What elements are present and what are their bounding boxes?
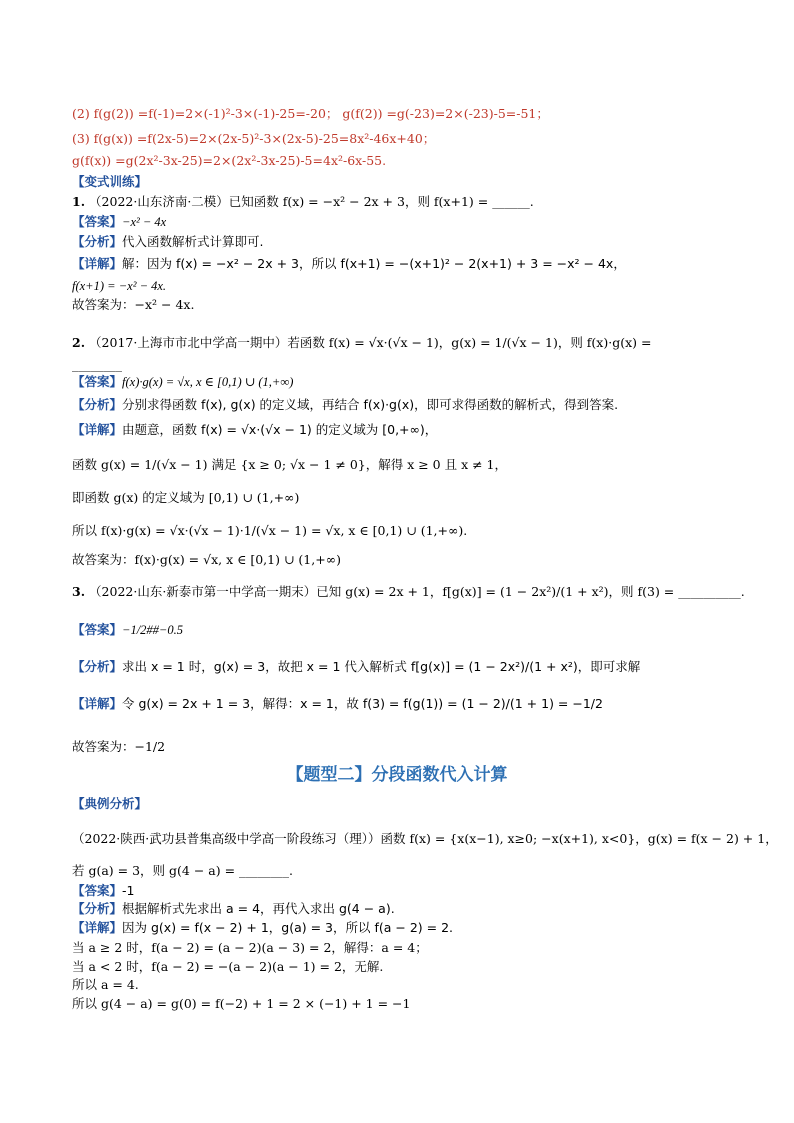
q2-stem-blank: ________	[72, 357, 122, 372]
example-detail-4: 所以 a = 4.	[72, 977, 139, 992]
variant-training-heading: 【变式训练】	[72, 174, 148, 189]
example-detail-5: 所以 g(4 − a) = g(0) = f(−2) + 1 = 2 × (−1) + 1 = −1	[72, 996, 411, 1011]
example-analysis: 【分析】根据解析式先求出 a = 4，再代入求出 g(4 − a).	[72, 901, 395, 916]
q3-answer: 【答案】−1/2##−0.5	[72, 622, 183, 637]
q3-analysis: 【分析】求出 x = 1 时，g(x) = 3，故把 x = 1 代入解析式 f[g(x)] = (1 − 2x²)/(1 + x²)，即可求解	[72, 659, 641, 674]
q2-detail-2: 函数 g(x) = 1/(√x − 1) 满足 {x ≥ 0; √x − 1 ≠ 0}，解得 x ≥ 0 且 x ≠ 1，	[72, 457, 507, 472]
example-detail: 【详解】因为 g(x) = f(x − 2) + 1，g(a) = 3，所以 f(a − 2) = 2.	[72, 920, 454, 935]
example-answer: 【答案】-1	[72, 883, 135, 898]
q1-final: 故答案为：−x² − 4x.	[72, 297, 195, 312]
q2-final: 故答案为：f(x)·g(x) = √x, x ∈ [0,1) ∪ (1,+∞)	[72, 552, 341, 567]
q1-analysis: 【分析】代入函数解析式计算即可.	[72, 234, 264, 249]
q1-stem: 1. （2022·山东济南·二模）已知函数 f(x) = −x² − 2x + 3，则 f(x+1) = ______.	[72, 194, 534, 209]
q3-detail: 【详解】令 g(x) = 2x + 1 = 3，解得：x = 1，故 f(3) = f(g(1)) = (1 − 2)/(1 + 1) = −1/2	[72, 696, 603, 711]
q1-detail-2: f(x+1) = −x² − 4x.	[72, 279, 167, 293]
q2-detail: 【详解】由题意，函数 f(x) = √x·(√x − 1) 的定义域为 [0,+∞)，	[72, 422, 438, 437]
example-detail-2: 当 a ≥ 2 时，f(a − 2) = (a − 2)(a − 3) = 2，解得：a = 4；	[72, 940, 428, 955]
q1-answer: 【答案】−x² − 4x	[72, 214, 167, 229]
q1-detail: 【详解】解：因为 f(x) = −x² − 2x + 3，所以 f(x+1) = −(x+1)² − 2(x+1) + 3 = −x² − 4x，	[72, 256, 626, 271]
q2-stem: 2. （2017·上海市市北中学高一期中）若函数 f(x) = √x·(√x − 1)，g(x) = 1/(√x − 1)，则 f(x)·g(x) =	[72, 335, 652, 350]
section-title: 【题型二】分段函数代入计算	[286, 765, 508, 785]
q2-detail-3: 即函数 g(x) 的定义域为 [0,1) ∪ (1,+∞)	[72, 490, 300, 505]
q3-stem: 3. （2022·山东·新泰市第一中学高一期末）已知 g(x) = 2x + 1，f[g(x)] = (1 − 2x²)/(1 + x²)，则 f(3) = __________.	[72, 584, 745, 599]
q2-detail-4: 所以 f(x)·g(x) = √x·(√x − 1)·1/(√x − 1) = √x, x ∈ [0,1) ∪ (1,+∞).	[72, 523, 468, 538]
example-stem-2: 若 g(a) = 3，则 g(4 − a) = ________.	[72, 863, 294, 878]
example-heading: 【典例分析】	[72, 796, 148, 811]
example-stem: （2022·陕西·武功县普集高级中学高一阶段练习（理））函数 f(x) = {x(x−1), x≥0; −x(x+1), x<0}，g(x) = f(x − 2) + 1，	[72, 831, 778, 846]
top-line-2: (2) f(g(2)) =f(-1)=2×(-1)²-3×(-1)-25=-20； g(f(2)) =g(-23)=2×(-23)-5=-51；	[72, 106, 549, 121]
example-detail-3: 当 a < 2 时，f(a − 2) = −(a − 2)(a − 1) = 2，无解.	[72, 959, 384, 974]
top-line-3: (3) f(g(x)) =f(2x-5)=2×(2x-5)²-3×(2x-5)-25=8x²-46x+40；	[72, 131, 436, 146]
q2-answer: 【答案】f(x)·g(x) = √x, x ∈ [0,1) ∪ (1,+∞)	[72, 374, 294, 389]
top-line-4: g(f(x)) =g(2x²-3x-25)=2×(2x²-3x-25)-5=4x²-6x-55.	[72, 153, 387, 168]
q2-analysis: 【分析】分别求得函数 f(x), g(x) 的定义域，再结合 f(x)·g(x)，即可求得函数的解析式，得到答案.	[72, 397, 619, 412]
q3-final: 故答案为：−1/2	[72, 739, 166, 754]
